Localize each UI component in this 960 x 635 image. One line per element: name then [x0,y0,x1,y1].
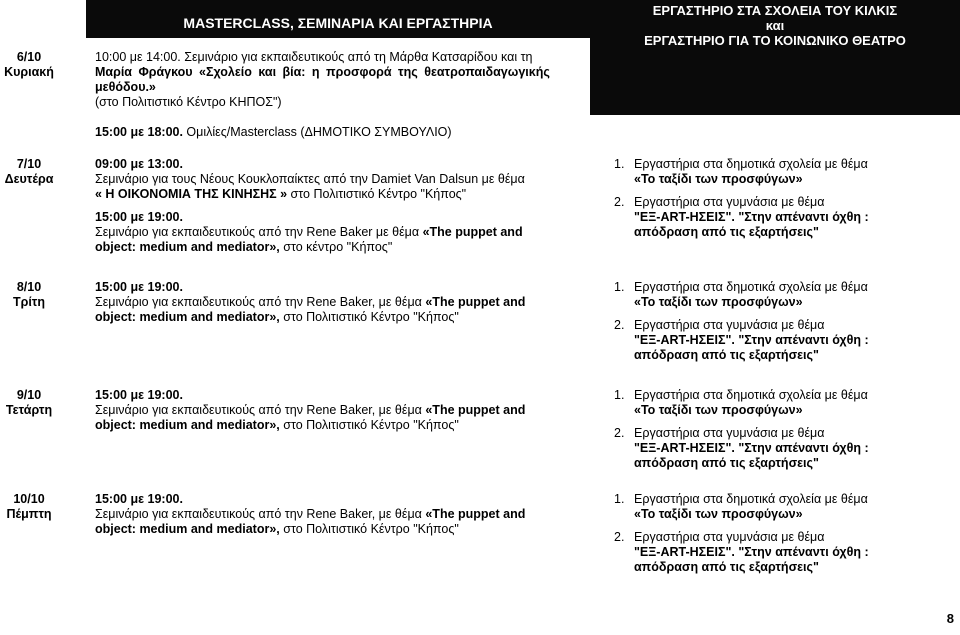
workshop-title: «Το ταξίδι των προσφύγων» [634,295,803,309]
list-number: 1. [614,388,625,402]
row-8-10-seminar [95,280,585,325]
workshop-title: «Το ταξίδι των προσφύγων» [634,172,803,186]
row-7-10-workshops [614,157,954,240]
row-date: 9/10 [16,388,42,402]
row-day: Δευτέρα [4,172,54,186]
header-col3-line3: ΕΡΓΑΣΤΗΡΙΟ ΓΙΑ ΤΟ ΚΟΙΝΩΝΙΚΟ ΘΕΑΤΡΟ [644,33,906,48]
event-venue: στο Πολιτιστικό Κέντρο "Κήπος" [279,418,459,432]
row-date: 6/10 [16,50,42,64]
event-time: 15:00 με 19:00. [95,280,183,294]
event-title: «The puppet and [425,403,526,417]
event-line: (στο Πολιτιστικό Κέντρο ΚΗΠΟΣ") [95,95,282,109]
workshop-line: Εργαστήρια στα δημοτικά σχολεία με θέμα [634,492,868,506]
event-time: 15:00 με 19:00. [95,210,183,224]
event-line: Μαρία Φράγκου «Σχολείο και βία: η προσφορά της θεατροπαιδαγωγικής [95,65,550,79]
row-day: Πέμπτη [6,507,52,521]
row-date: 8/10 [16,280,42,294]
row-6-10-event-1 [86,50,586,110]
list-number: 2. [614,195,625,209]
header-col3-line2: και [765,18,785,33]
event-time: 15:00 με 19:00. [95,388,183,402]
list-number: 1. [614,280,625,294]
event-title: « Η ΟΙΚΟΝΟΜΙΑ ΤΗΣ ΚΙΝΗΣΗΣ » [95,187,288,201]
workshop-line: Εργαστήρια στα δημοτικά σχολεία με θέμα [634,388,868,402]
row-day: Κυριακή [4,65,54,79]
event-title: object: medium and mediator», [95,418,280,432]
workshop-title: «Το ταξίδι των προσφύγων» [634,507,803,521]
list-number: 2. [614,318,625,332]
page-number: 8 [946,611,954,626]
row-10-10-date-cell [4,492,54,522]
workshop-line: Εργαστήρια στα γυμνάσια με θέμα [634,426,825,440]
event-title: «The puppet and [425,507,526,521]
list-number: 2. [614,530,625,544]
workshop-title: "ΕΞ-ART-ΗΣΕΙΣ". "Στην απέναντι όχθη : [634,210,869,224]
header-col3-title [590,3,960,48]
row-date: 10/10 [13,492,45,506]
event-text: Ομιλίες/Masterclass (ΔΗΜΟΤΙΚΟ ΣΥΜΒΟΥΛΙΟ) [182,125,452,139]
workshop-line: Εργαστήρια στα δημοτικά σχολεία με θέμα [634,157,868,171]
workshop-line: Εργαστήρια στα γυμνάσια με θέμα [634,195,825,209]
row-7-10-date-cell [4,157,54,187]
row-day: Τετάρτη [5,403,53,417]
row-date: 7/10 [16,157,42,171]
workshop-line: Εργαστήρια στα γυμνάσια με θέμα [634,318,825,332]
header-col2-title: MASTERCLASS, ΣΕΜΙΝΑΡΙΑ ΚΑΙ ΕΡΓΑΣΤΗΡΙΑ [183,15,493,31]
event-line: Σεμινάριο για εκπαιδευτικούς από την Rene Baker με θέμα [95,225,423,239]
row-10-10-workshops [614,492,954,575]
event-title: «The puppet and [425,295,526,309]
event-title: object: medium and mediator», [95,522,280,536]
workshop-title: "ΕΞ-ART-ΗΣΕΙΣ". "Στην απέναντι όχθη : [634,441,869,455]
header-col3-line1: ΕΡΓΑΣΤΗΡΙΟ ΣΤΑ ΣΧΟΛΕΙΑ ΤΟΥ ΚΙΛΚΙΣ [652,3,898,18]
workshop-title: «Το ταξίδι των προσφύγων» [634,403,803,417]
event-time: 09:00 με 13:00. [95,157,183,171]
row-10-10-seminar [95,492,585,537]
event-title: «The puppet and [422,225,523,239]
row-9-10-date-cell [4,388,54,418]
event-line: Σεμινάριο για εκπαιδευτικούς από την Rene Baker, με θέμα [95,295,426,309]
event-time: 15:00 με 18:00. [95,125,183,139]
workshop-title: απόδραση από τις εξαρτήσεις" [634,456,819,470]
workshop-title: "ΕΞ-ART-ΗΣΕΙΣ". "Στην απέναντι όχθη : [634,545,869,559]
row-9-10-workshops [614,388,954,471]
row-7-10-seminars [95,157,585,255]
event-line: μεθόδου.» [95,80,156,94]
list-number: 2. [614,426,625,440]
event-venue: στο Πολιτιστικό Κέντρο "Κήπος" [279,522,459,536]
event-venue: στο κέντρο "Κήπος" [279,240,393,254]
list-number: 1. [614,492,625,506]
workshop-title: απόδραση από τις εξαρτήσεις" [634,225,819,239]
workshop-title: "ΕΞ-ART-ΗΣΕΙΣ". "Στην απέναντι όχθη : [634,333,869,347]
event-line: Σεμινάριο για τους Νέους Κουκλοπαίκτες από την Damiet Van Dalsun με θέμα [95,172,525,186]
row-6-10-date-cell [4,50,54,80]
event-line: Σεμινάριο για εκπαιδευτικούς από την Rene Baker, με θέμα [95,403,426,417]
event-time: 15:00 με 19:00. [95,492,183,506]
row-9-10-seminar [95,388,585,433]
event-line: 10:00 με 14:00. Σεμινάριο για εκπαιδευτικούς από τη Μάρθα Κατσαρίδου και τη [95,50,533,64]
event-venue: στο Πολιτιστικό Κέντρο "Κήπος" [279,310,459,324]
workshop-title: απόδραση από τις εξαρτήσεις" [634,348,819,362]
row-day: Τρίτη [12,295,46,309]
event-venue: στο Πολιτιστικό Κέντρο "Κήπος" [287,187,467,201]
event-title: object: medium and mediator», [95,310,280,324]
workshop-title: απόδραση από τις εξαρτήσεις" [634,560,819,574]
row-8-10-date-cell [4,280,54,310]
event-line: Σεμινάριο για εκπαιδευτικούς από την Rene Baker, με θέμα [95,507,426,521]
workshop-line: Εργαστήρια στα δημοτικά σχολεία με θέμα [634,280,868,294]
workshop-line: Εργαστήρια στα γυμνάσια με θέμα [634,530,825,544]
event-title: object: medium and mediator», [95,240,280,254]
row-6-10-event-2 [95,125,585,140]
list-number: 1. [614,157,625,171]
row-8-10-workshops [614,280,954,363]
